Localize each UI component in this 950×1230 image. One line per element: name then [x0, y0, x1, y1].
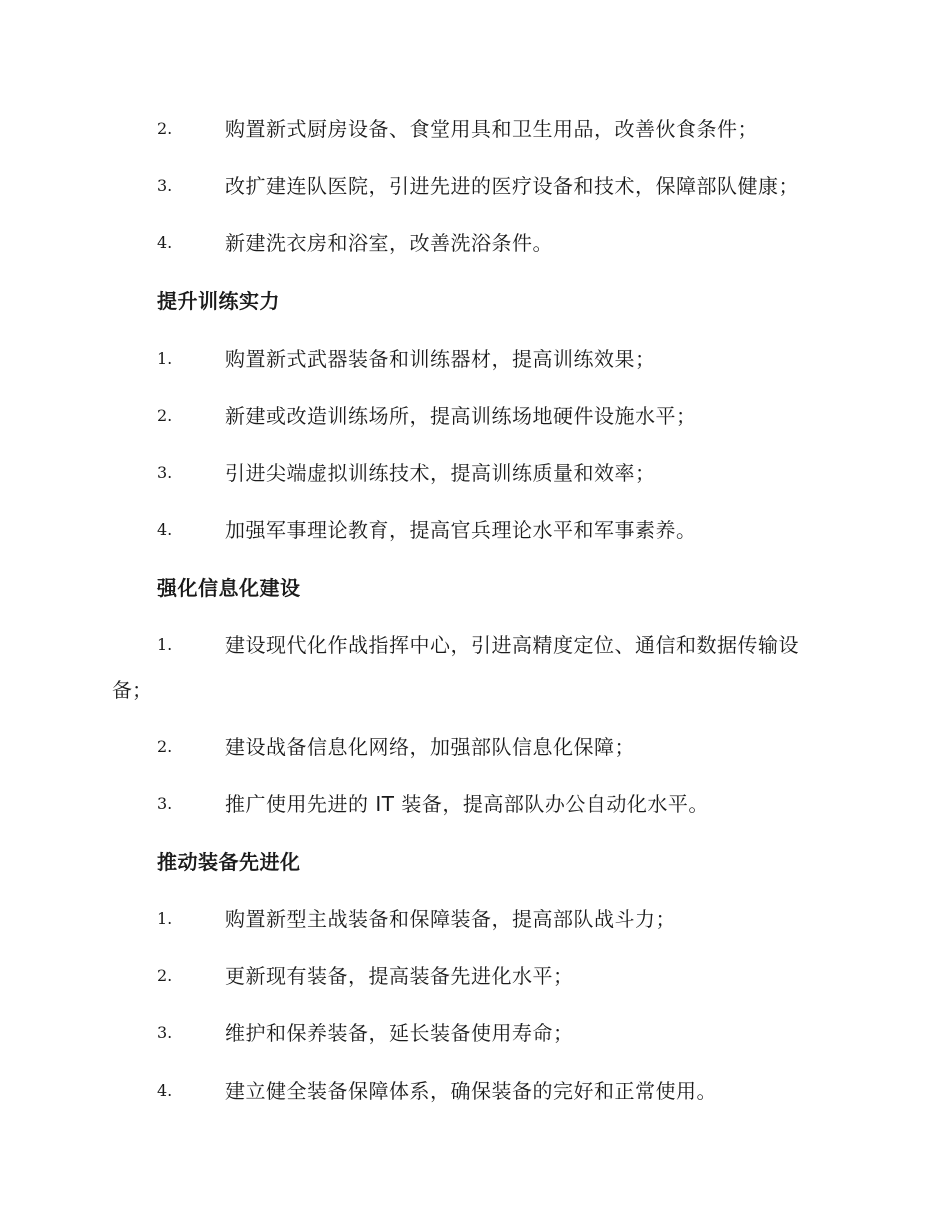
list-text: 改扩建连队医院，引进先进的医疗设备和技术，保障部队健康；: [225, 174, 799, 198]
list-text: 更新现有装备，提高装备先进化水平；: [225, 964, 574, 988]
list-number: 3.: [157, 794, 173, 813]
list-text-continuation: 备；: [112, 678, 152, 702]
list-text: 加强军事理论教育，提高官兵理论水平和军事素养。: [225, 518, 697, 542]
list-text: 维护和保养装备，延长装备使用寿命；: [225, 1021, 574, 1045]
section-heading: 提升训练实力: [157, 289, 280, 313]
list-text: 购置新型主战装备和保障装备，提高部队战斗力；: [225, 907, 676, 931]
list-text: 购置新式武器装备和训练器材，提高训练效果；: [225, 347, 656, 371]
list-text: 引进尖端虚拟训练技术，提高训练质量和效率；: [225, 461, 656, 485]
list-number: 3.: [157, 176, 173, 195]
list-number: 4.: [157, 233, 173, 252]
list-number: 1.: [157, 909, 173, 928]
list-number: 2.: [157, 737, 173, 756]
list-number: 3.: [157, 1023, 173, 1042]
list-number: 2.: [157, 966, 173, 985]
list-number: 4.: [157, 1081, 173, 1100]
list-text: 新建或改造训练场所，提高训练场地硬件设施水平；: [225, 404, 697, 428]
list-number: 1.: [157, 635, 173, 654]
list-text: 购置新式厨房设备、食堂用具和卫生用品，改善伙食条件；: [225, 117, 758, 141]
list-number: 2.: [157, 406, 173, 425]
list-number: 3.: [157, 463, 173, 482]
list-text: 建设战备信息化网络，加强部队信息化保障；: [225, 735, 635, 759]
list-number: 2.: [157, 119, 173, 138]
list-text: 建立健全装备保障体系，确保装备的完好和正常使用。: [225, 1079, 717, 1103]
list-text: 建设现代化作战指挥中心，引进高精度定位、通信和数据传输设: [225, 633, 799, 657]
list-text: 新建洗衣房和浴室，改善洗浴条件。: [225, 231, 553, 255]
list-number: 4.: [157, 520, 173, 539]
section-heading: 推动装备先进化: [157, 850, 301, 874]
section-heading: 强化信息化建设: [157, 576, 301, 600]
list-text: 推广使用先进的 IT 装备，提高部队办公自动化水平。: [225, 792, 709, 816]
list-number: 1.: [157, 349, 173, 368]
